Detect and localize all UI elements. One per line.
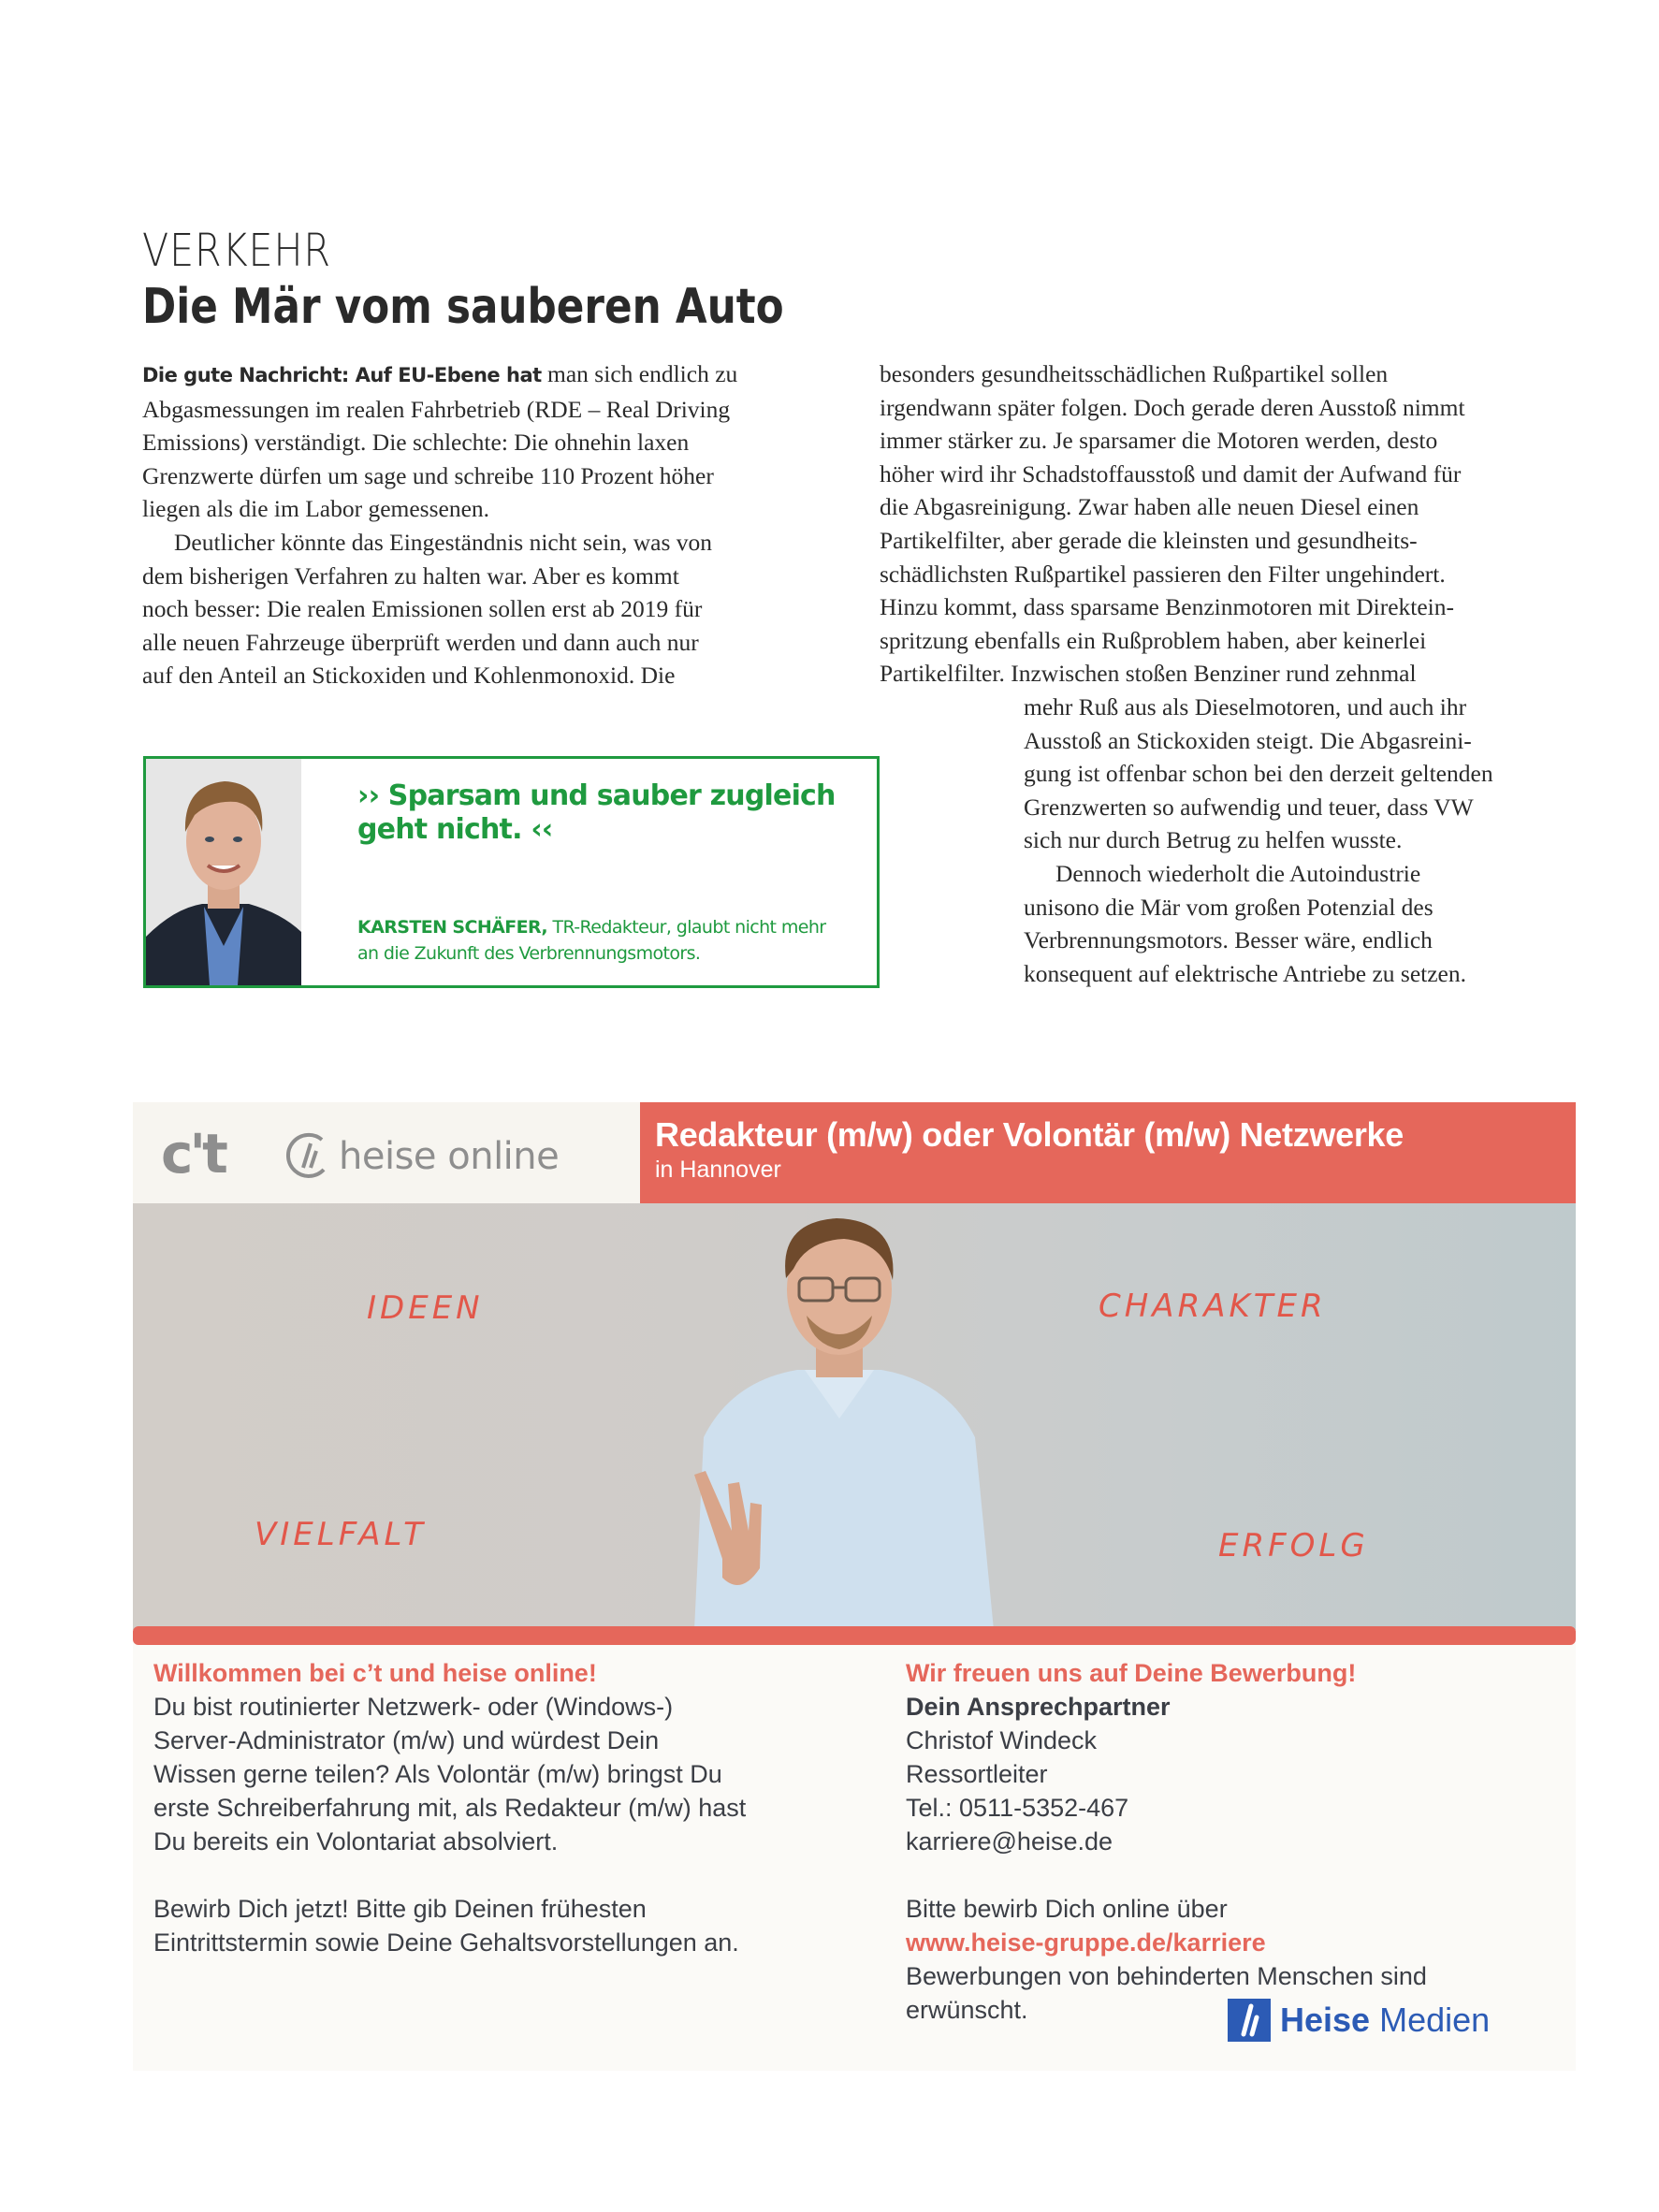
heise-online-wordmark: heise online [339,1135,560,1178]
ad-photo [133,1203,1576,1630]
ad-title-banner [640,1102,1576,1203]
article-headline: Die Mär vom sauberen Auto [142,279,784,335]
heise-medien-wordmark [1280,2001,1490,2040]
paragraph-1 [142,357,835,526]
contact-label: Dein Ansprechpartner [906,1693,1171,1721]
text-line: Partikelfilter, aber gerade die kleinsten und gesundheits- [880,526,1418,554]
article-column-right-continued [1024,691,1585,990]
photo-word: IDEEN [367,1289,484,1327]
text-line: Grenzwerten so aufwendig und teuer, dass VW [1024,793,1474,821]
paragraph-2 [142,526,835,692]
text-line: Hinzu kommt, dass sparsame Benzinmotoren mit Direktein- [880,593,1454,621]
section-label: VERKEHR [142,225,331,277]
career-url-link[interactable]: www.heise-gruppe.de/karriere [906,1928,1266,1957]
wordmark-bold: Heise [1280,2001,1371,2039]
text-line: spritzung ebenfalls ein Rußproblem haben, aber keinerlei [880,626,1427,654]
ad-body-line: erste Schreiberfahrung mit, als Redakteur (m/w) hast [153,1794,747,1822]
text-line: alle neuen Fahrzeuge überprüft werden und dann auch nur [142,628,699,656]
ad-job-title: Redakteur (m/w) oder Volontär (m/w) Netzwerke [655,1115,1404,1154]
heise-medien-icon [1228,1999,1271,2042]
text-line: unisono die Mär vom großen Potenzial des [1024,893,1433,921]
text-line: Ausstoß an Stickoxiden steigt. Die Abgasreini- [1024,726,1472,754]
ad-location: in Hannover [655,1157,781,1183]
text-line: besonders gesundheitsschädlichen Rußpartikel sollen [880,360,1389,387]
ad-body-line: Wissen gerne teilen? Als Volontär (m/w) bringst Du [153,1760,722,1788]
ad-application-heading: Wir freuen uns auf Deine Bewerbung! [906,1659,1357,1687]
text-line: Deutlicher könnte das Eingeständnis nicht sein, was von [174,528,713,556]
job-advertisement [133,1102,1576,2071]
photo-word: CHARAKTER [1099,1288,1327,1325]
note-line: erwünscht. [906,1996,1028,2024]
photo-word: VIELFALT [255,1516,427,1553]
paragraph-4 [1024,857,1585,990]
ct-logo: c't [161,1122,225,1186]
pull-quote-attribution [357,914,863,967]
pull-quote-box [143,756,880,988]
text-line: sich nur durch Betrug zu helfen wusste. [1024,826,1403,854]
text-line: die Abgasreinigung. Zwar haben alle neuen Diesel einen [880,493,1419,521]
quote-line: geht nicht. ‹‹ [357,813,553,846]
heise-online-logo [284,1128,559,1185]
ad-divider-bar [133,1626,1576,1645]
photo-word: ERFOLG [1218,1527,1369,1564]
author-name: KARSTEN SCHÄFER, [357,917,547,938]
attribution-line: an die Zukunft des Verbrennungsmotors. [357,943,701,964]
person-illustration [638,1203,1031,1630]
contact-name: Christof Windeck [906,1726,1098,1754]
contact-role: Ressortleiter [906,1760,1048,1788]
quote-line: ›› Sparsam und sauber zugleich [357,779,836,812]
text-line: immer stärker zu. Je sparsamer die Motoren werden, desto [880,427,1438,455]
ad-welcome-heading: Willkommen bei c’t und heise online! [153,1659,597,1687]
paragraph-3-continued [1024,691,1585,857]
text-line: konsequent auf elektrische Antriebe zu setzen. [1024,959,1466,987]
ad-body-line: Du bist routinierter Netzwerk- oder (Windows-) [153,1693,674,1721]
ad-text-left [153,1656,846,1959]
paragraph-3 [880,357,1591,691]
author-description: TR-Redakteur, glaubt nicht mehr [547,917,826,938]
contact-phone: Tel.: 0511-5352-467 [906,1794,1129,1822]
pull-quote-text [357,779,844,847]
spacer [906,1858,1561,1892]
lead-in: Die gute Nachricht: Auf EU-Ebene hat [142,364,542,386]
text-line: Partikelfilter. Inzwischen stoßen Benziner rund zehnmal [880,660,1417,688]
wordmark-light: Medien [1370,2001,1491,2039]
text-line: auf den Anteil an Stickoxiden und Kohlenmonoxid. Die [142,662,676,690]
ad-cta-line: Eintrittstermin sowie Deine Gehaltsvorstellungen an. [153,1928,739,1957]
text-line: Emissions) verständigt. Die schlechte: Die ohnehin laxen [142,429,690,457]
text-line [142,357,835,393]
text-line: Abgasmessungen im realen Fahrbetrieb (RDE – Real Driving [142,395,731,423]
text-line: höher wird ihr Schadstoffausstoß und damit der Aufwand für [880,459,1462,488]
article-column-left [142,357,835,692]
heise-medien-logo [1228,1999,1490,2042]
ad-body-line: Server-Administrator (m/w) und würdest Dein [153,1726,660,1754]
spacer [153,1858,846,1892]
text-line: Dennoch wiederholt die Autoindustrie [1055,859,1421,887]
attribution-line [357,914,863,940]
text-line: liegen als die im Labor gemessenen. [142,495,490,523]
heise-at-icon [284,1132,329,1181]
apply-text: Bitte bewirb Dich online über [906,1895,1228,1923]
portrait-image [146,759,301,985]
note-line: Bewerbungen von behinderten Menschen sind [906,1962,1427,1990]
ad-text-right [906,1656,1561,2027]
ad-cta-line: Bewirb Dich jetzt! Bitte gib Deinen frühesten [153,1895,647,1923]
text-line: mehr Ruß aus als Dieselmotoren, und auch ihr [1024,693,1467,720]
contact-email[interactable]: karriere@heise.de [906,1827,1113,1855]
text-line: noch besser: Die realen Emissionen sollen erst ab 2019 für [142,595,703,623]
text-line: schädlichsten Rußpartikel passieren den Filter ungehindert. [880,560,1446,588]
text-line: Verbrennungsmotors. Besser wäre, endlich [1024,926,1433,954]
text-line: irgendwann später folgen. Doch gerade deren Ausstoß nimmt [880,393,1465,421]
text-fragment: man sich endlich zu [541,360,738,387]
text-line: gung ist offenbar schon bei den derzeit geltenden [1024,760,1493,788]
ad-body-line: Du bereits ein Volontariat absolviert. [153,1827,559,1855]
author-portrait [146,759,301,985]
ad-logo-bar [133,1102,640,1203]
text-line: dem bisherigen Verfahren zu halten war. Aber es kommt [142,561,679,589]
article-column-right [880,357,1591,691]
text-line: Grenzwerte dürfen um sage und schreibe 110 Prozent höher [142,461,714,489]
